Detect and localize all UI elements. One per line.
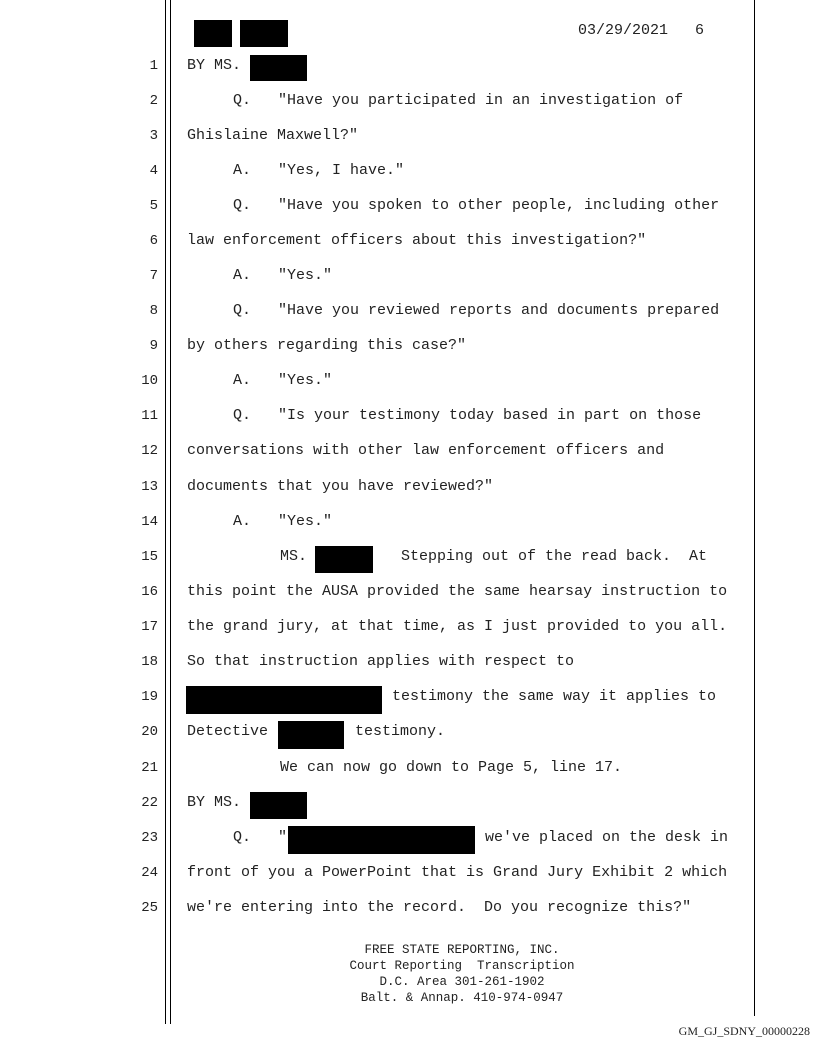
transcript-line: BY MS. bbox=[187, 794, 242, 811]
line-number: 15 bbox=[141, 549, 158, 565]
line-number: 22 bbox=[141, 795, 158, 811]
transcript-line: we're entering into the record. Do you recognize this?" bbox=[187, 899, 692, 916]
line-number: 6 bbox=[149, 233, 158, 249]
line-number: 16 bbox=[141, 584, 158, 600]
redaction-box bbox=[250, 792, 307, 819]
line-number: 9 bbox=[149, 338, 158, 354]
transcript-line: MS. bbox=[280, 548, 308, 565]
line-number: 23 bbox=[141, 830, 158, 846]
line-number: 18 bbox=[141, 654, 158, 670]
line-number: 3 bbox=[149, 128, 158, 144]
transcript-line: documents that you have reviewed?" bbox=[187, 478, 494, 495]
redaction-box bbox=[278, 721, 344, 749]
line-number: 24 bbox=[141, 865, 158, 881]
transcript-line: Detective bbox=[187, 723, 269, 740]
line-number: 10 bbox=[141, 373, 158, 389]
line-number: 13 bbox=[141, 479, 158, 495]
transcript-line: by others regarding this case?" bbox=[187, 337, 467, 354]
line-number: 4 bbox=[149, 163, 158, 179]
transcript-line: the grand jury, at that time, as I just provided to you all. bbox=[187, 618, 728, 635]
header-redaction-2 bbox=[240, 20, 288, 47]
redaction-box bbox=[288, 826, 475, 854]
right-margin-rule bbox=[754, 0, 755, 1016]
transcript-line: conversations with other law enforcement officers and bbox=[187, 442, 665, 459]
header-page-number: 6 bbox=[695, 22, 705, 39]
footer-service: Court Reporting Transcription bbox=[349, 959, 575, 973]
line-number: 2 bbox=[149, 93, 158, 109]
bates-number: GM_GJ_SDNY_00000228 bbox=[678, 1024, 810, 1038]
line-number: 7 bbox=[149, 268, 158, 284]
transcript-line: A. "Yes." bbox=[233, 513, 333, 530]
transcript-line-continuation: we've placed on the desk in bbox=[485, 829, 729, 846]
transcript-line: Ghislaine Maxwell?" bbox=[187, 127, 359, 144]
left-margin-rule-outer bbox=[165, 0, 166, 1024]
footer-phone-dc: D.C. Area 301-261-1902 bbox=[379, 975, 545, 989]
line-number: 8 bbox=[149, 303, 158, 319]
redaction-box bbox=[250, 55, 307, 81]
transcript-line: We can now go down to Page 5, line 17. bbox=[280, 759, 623, 776]
header-date: 03/29/2021 bbox=[578, 22, 669, 39]
line-number: 14 bbox=[141, 514, 158, 530]
page-header bbox=[578, 22, 704, 39]
transcript-line: So that instruction applies with respect to bbox=[187, 653, 575, 670]
transcript-line: law enforcement officers about this investigation?" bbox=[187, 232, 647, 249]
line-number: 19 bbox=[141, 689, 158, 705]
reporter-footer bbox=[300, 942, 624, 1006]
line-number: 5 bbox=[149, 198, 158, 214]
transcript-line: front of you a PowerPoint that is Grand Jury Exhibit 2 which bbox=[187, 864, 728, 881]
footer-company: FREE STATE REPORTING, INC. bbox=[364, 943, 560, 957]
transcript-line: A. "Yes." bbox=[233, 267, 333, 284]
header-redaction-1 bbox=[194, 20, 232, 47]
transcript-line-continuation: testimony. bbox=[355, 723, 446, 740]
line-number: 12 bbox=[141, 443, 158, 459]
left-margin-rule-inner bbox=[170, 0, 171, 1024]
transcript-line: BY MS. bbox=[187, 57, 242, 74]
footer-phone-balt: Balt. & Annap. 410-974-0947 bbox=[360, 991, 564, 1005]
line-number: 1 bbox=[149, 58, 158, 74]
transcript-line: Q. "Is your testimony today based in part on those bbox=[233, 407, 702, 424]
line-number: 20 bbox=[141, 724, 158, 740]
transcript-line: A. "Yes." bbox=[233, 372, 333, 389]
transcript-line: testimony the same way it applies to bbox=[392, 688, 717, 705]
transcript-line: this point the AUSA provided the same hearsay instruction to bbox=[187, 583, 728, 600]
transcript-line: Q. " bbox=[233, 829, 288, 846]
redaction-box bbox=[315, 546, 373, 573]
line-number: 17 bbox=[141, 619, 158, 635]
line-number: 21 bbox=[141, 760, 158, 776]
line-number: 11 bbox=[141, 408, 158, 424]
redaction-box bbox=[186, 686, 382, 714]
transcript-line: Q. "Have you reviewed reports and documents prepared bbox=[233, 302, 720, 319]
transcript-line: A. "Yes, I have." bbox=[233, 162, 405, 179]
line-number: 25 bbox=[141, 900, 158, 916]
transcript-line: Q. "Have you participated in an investigation of bbox=[233, 92, 684, 109]
transcript-line-continuation: Stepping out of the read back. At bbox=[401, 548, 708, 565]
transcript-line: Q. "Have you spoken to other people, including other bbox=[233, 197, 720, 214]
